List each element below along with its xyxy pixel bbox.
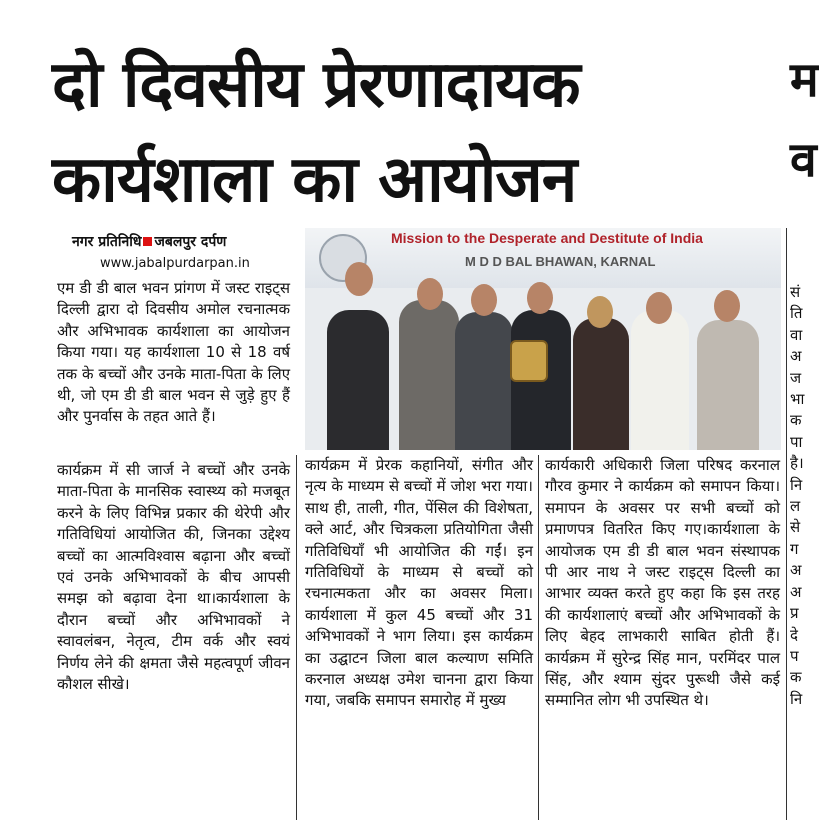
person-4-head [527, 282, 553, 314]
article-column-2: कार्यक्रम में प्रेरक कहानियों, संगीत और नृत्य के माध्यम से बच्चों में जोश भरा गया। साथ ही, ताली, गीत, पेंसिल की विशेषता, क्ले आर्ट, और चित्रकला प्रतियोगिता जैसी गतिविधियाँ भी आयोजित की गईं। इन गतिविधियों के माध्यम से बच्चों को रचनात्मकता और का अवसर मिला।कार्यशाला में कुल 45 बच्चों और 31 अभिभावकों ने भाग लिया। इस कार्यक्रम का उद्घाटन जिला बाल कल्याण समिति करनाल अध्यक्ष उमेश चानना द्वारा किया गया, जबकि समापन समारोह में मुख्य [305, 456, 533, 710]
person-7-head [714, 290, 740, 322]
person-2 [399, 300, 459, 450]
person-3-head [471, 284, 497, 316]
award-plaque [510, 340, 548, 382]
adjacent-headline-fragment-1: म [790, 52, 819, 108]
person-3 [455, 312, 513, 450]
adjacent-headline-fragment-2: व [790, 132, 817, 188]
person-6 [631, 310, 689, 450]
column-divider [786, 228, 787, 820]
banner-text-line-2: M D D BAL BHAWAN, KARNAL [465, 254, 656, 269]
photo-banner [305, 228, 781, 288]
adjacent-article-fragment: सं ति वा अ ज भा क पा है। नि ल से ग अ अ प्र दे प क नि [790, 283, 805, 708]
person-7 [697, 320, 759, 450]
person-2-head [417, 278, 443, 310]
column-divider [538, 455, 539, 820]
red-square-icon [143, 237, 152, 246]
byline-reporter: नगर प्रतिनिधि [72, 234, 142, 250]
byline-publication: जबलपुर दर्पण [154, 234, 227, 250]
article-column-1-top: एम डी डी बाल भवन प्रांगण में जस्ट राइट्स दिल्ली द्वारा दो दिवसीय अमोल रचनात्मक और अभिभावक कार्यशाला का आयोजन किया गया। यह कार्यशाला 10 से 18 वर्ष तक के बच्चों और उनके माता-पिता के लिए थी, जो एम डी डी बाल भवन से जुड़े हुए हैं और पुनर्वास के तहत आते हैं। [57, 279, 290, 426]
person-1 [327, 310, 389, 450]
person-5 [573, 318, 629, 450]
website-link[interactable]: www.jabalpurdarpan.in [100, 256, 250, 271]
event-photo [305, 228, 781, 450]
article-column-1-bottom: कार्यक्रम में सी जार्ज ने बच्चों और उनके माता-पिता के मानसिक स्वास्थ्य को मजबूत करने के लिए विभिन्न प्रकार की थेरेपी और गतिविधियां आयोजित की, जिनका उद्देश्य बच्चों का आत्मविश्वास बढ़ाना और बच्चों एवं उनके अभिभावकों के बीच आपसी समझ को बढ़ावा देना था।कार्यशाला के दौरान बच्चों और अभिभावकों ने स्वावलंबन, नेतृत्व, टीम वर्क और स्वयं निर्णय लेने की क्षमता जैसे महत्वपूर्ण जीवन कौशल सीखे। [57, 461, 290, 694]
person-5-head [587, 296, 613, 328]
article-column-3: कार्यकारी अधिकारी जिला परिषद करनाल गौरव कुमार ने कार्यक्रम को समापन किया। समापन के अवसर पर सभी बच्चों को प्रमाणपत्र वितरित किए गए।कार्यशाला के आयोजक एम डी डी बाल भवन संस्थापक पी आर नाथ ने जस्ट राइट्स दिल्ली का आभार व्यक्त करते हुए कहा कि इस तरह की कार्यशालाएं बच्चों और अभिभावकों के लिए बेहद लाभकारी साबित होती हैं। कार्यक्रम में सुरेन्द्र सिंह मान, परमिंदर पाल सिंह, और श्याम सुंदर पुरूथी जैसे कई सम्मानित लोग भी उपस्थित थे। [545, 456, 780, 710]
column-divider [296, 455, 297, 820]
headline-line-2: कार्यशाला का आयोजन [52, 143, 577, 217]
byline [72, 232, 226, 251]
person-1-head [345, 262, 373, 296]
banner-text-line-1: Mission to the Desperate and Destitute of India [391, 230, 703, 246]
headline-line-1: दो दिवसीय प्रेरणादायक [52, 48, 580, 122]
person-6-head [646, 292, 672, 324]
